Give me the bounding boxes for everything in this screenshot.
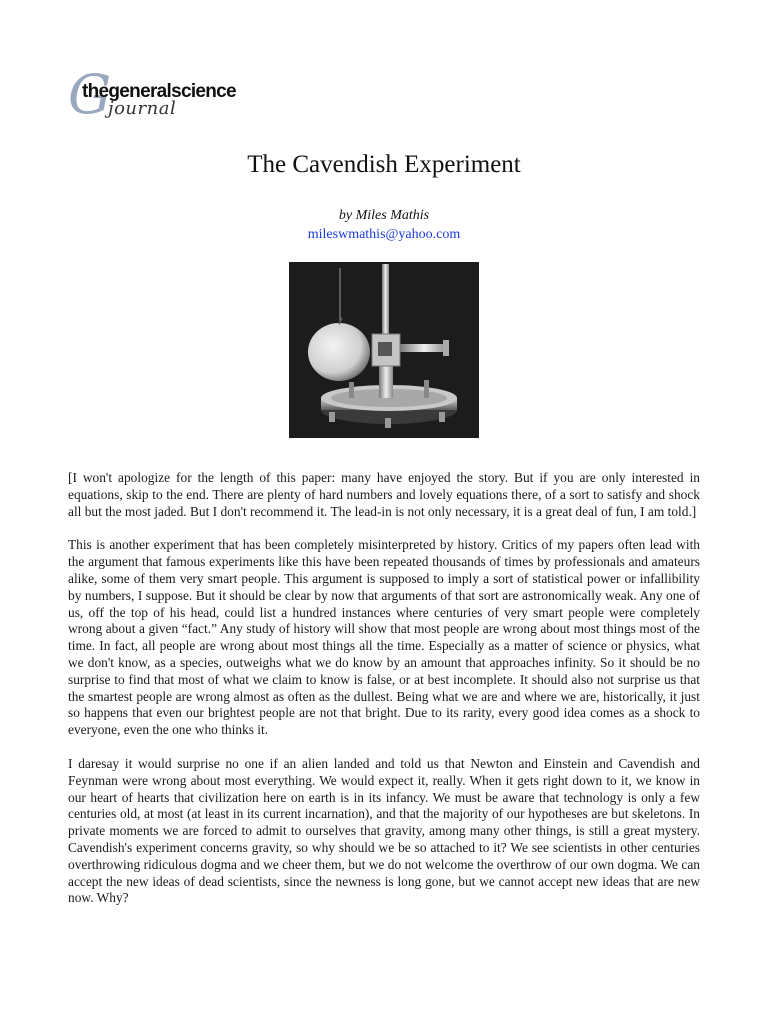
torsion-balance-photo: [289, 262, 479, 438]
paragraph: [I won't apologize for the length of this paper: many have enjoyed the story. But if you are only interested in equations, skip to the end. There are plenty of hard numbers and lovely equations there, of a sort to satisfy and shock all but the most jaded. But I don't recommend it. The lead-in is not only necessary, it is a great deal of fun, I am told.]: [68, 470, 700, 519]
logo-line-2: journal: [108, 98, 177, 119]
author-byline: by Miles Mathis: [338, 208, 430, 223]
article-body: [68, 470, 700, 924]
logo-mark: G: [68, 63, 112, 126]
paragraph: I daresay it would surprise no one if an alien landed and told us that Newton and Einstein and Cavendish and Feynman were wrong about most everything. We would expect it, really. When it gets right down to it, we know in our heart of hearts that civilization here on earth is in its infancy. We must be aware that technology is only a few centuries old, at most (at least in its current incarnation), and that the majority of our hypotheses are but skeletons. In private moments we are forced to admit to ourselves that gravity, among many other things, is still a great mystery. Cavendish's experiment concerns gravity, so why should we be so attached to it? We see scientists in other centuries overthrowing ridiculous dogma and we cheer them, but we do not welcome the overthrow of our own dogma. We can accept the new ideas of dead scientists, since the newness is long gone, but we cannot accept new ideas that are new now. Why?: [68, 755, 700, 906]
journal-logo: [68, 63, 258, 130]
page-title: The Cavendish Experiment: [247, 151, 521, 178]
logo-line-1: thegeneralscience: [82, 81, 236, 102]
author-email-link[interactable]: mileswmathis@yahoo.com: [307, 227, 461, 242]
paragraph: This is another experiment that has been completely misinterpreted by history. Critics of my papers often lead with the argument that famous experiments like this have been repeated thousands of times by professionals and amateurs alike, some of them very smart people. This argument is supposed to imply a sort of statistical power or infallibility by numbers, I suppose. But it should be clear by now that arguments of that sort are astronomically weak. Any one of us, off the top of his head, could list a hundred instances where centuries of very smart people were completely wrong about a given “fact.” Any study of history will show that most people are wrong about most things most of the time. In fact, all people are wrong about most things all the time. Especially as a matter of science or physics, what we don't know, as a species, outweighs what we do know by an amount that approaches infinity. So it should be no surprise to find that most of what we claim to know is false, or at best incomplete. It should also not surprise us that the smartest people are wrong almost as often as the dullest. Being what we are and where we are, historically, it just so happens that even our brightest people are not that bright. Due to its rarity, every good idea comes as a shock to everyone, even the one who thinks it.: [68, 537, 700, 738]
